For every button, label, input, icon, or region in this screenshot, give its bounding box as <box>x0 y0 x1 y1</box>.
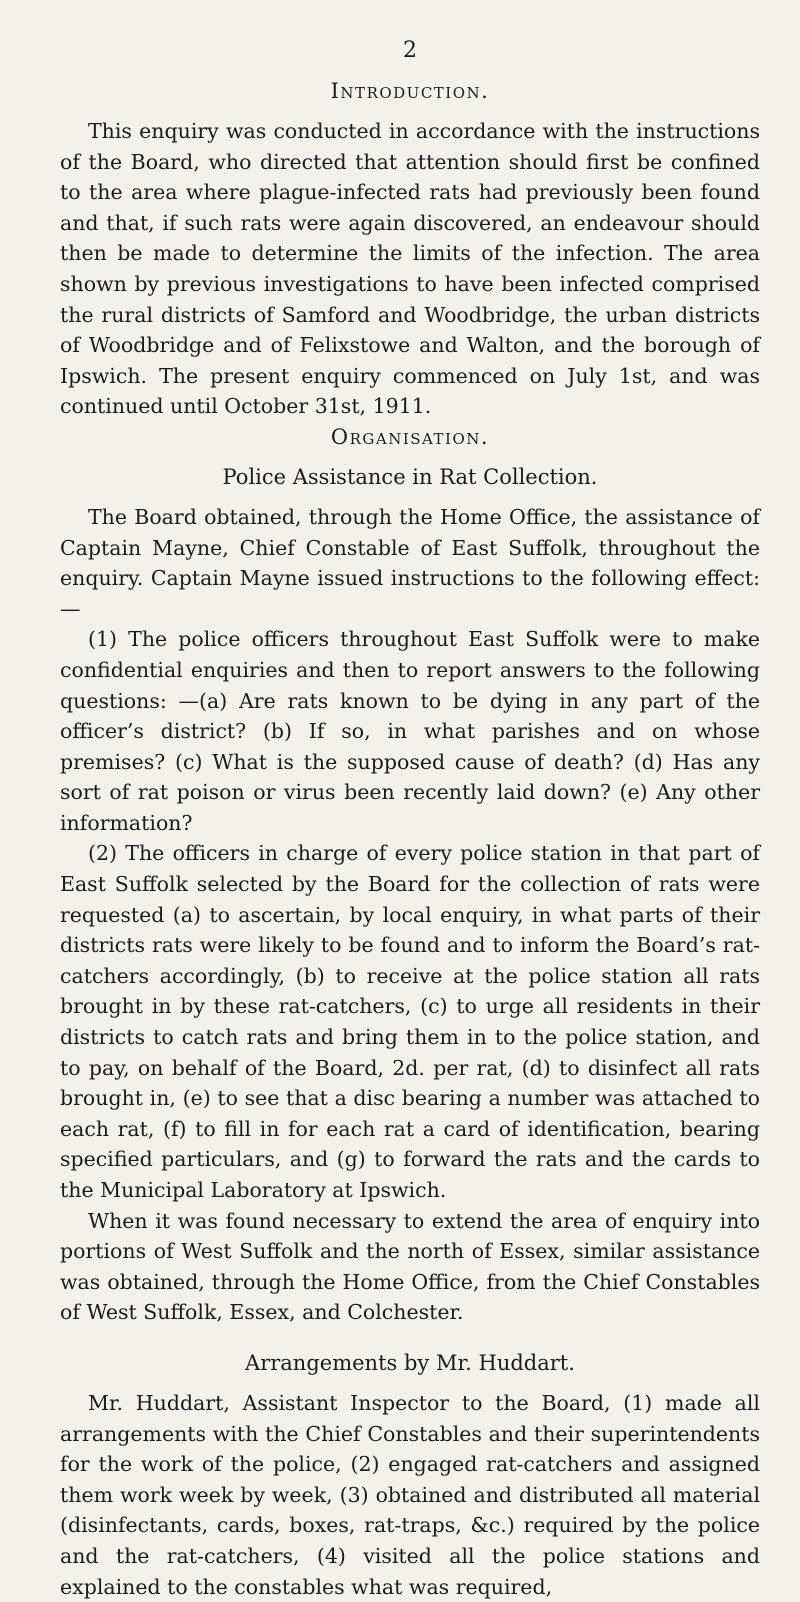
subheading-police-assistance: Police Assistance in Rat Collection. <box>222 464 598 489</box>
section-heading-introduction: Introduction. <box>330 79 490 103</box>
paragraph-introduction: This enquiry was conducted in accordance with the instructions of the Board, who directed that attention should first be confined to the area where plague-infected rats had previously been found and that, if such rats were again discovered, an endeavour should then be made to determine the limits of the infection. The area shown by previous investigations to have been infected comprised the rural districts of Samford and Woodbridge, the urban districts of Woodbridge and of Felixstowe and Walton, and the borough of Ipswich. The present enquiry commenced on July 1st, and was continued until October 31st, 1911. <box>60 119 760 419</box>
paragraph-huddart: Mr. Huddart, Assistant Inspector to the Board, (1) made all arrangements with the Chief Constables and their superintendents for the work of the police, (2) engaged rat-catchers and assigned them work week by week, (3) obtained and distributed all material (disinfectants, cards, boxes, rat-traps, &c.) required by the police and the rat-catchers, (4) visited all the police stations and explained to the constables what was required, <box>60 1390 760 1599</box>
paragraph-extended-area: When it was found necessary to extend the area of enquiry into portions of West Suffolk and the north of Essex, similar assistance was obtained, through the Home Office, from the Chief Constables of West Suffolk, Essex, and Colchester. <box>60 1208 760 1325</box>
paragraph-station-officers: (2) The officers in charge of every police station in that part of East Suffolk selected by the Board for the collection of rats were requested (a) to ascertain, by local enquiry, in what parts of their districts rats were likely to be found and to inform the Board’s rat-catchers accordingly, (b) to receive at the police station all rats brought in by these rat-catchers, (c) to urge all residents in their districts to catch rats and bring them in to the police station, and to pay, on behalf of the Board, 2d. per rat, (d) to disinfect all rats brought in, (e) to see that a disc bearing a number was attached to each rat, (f) to fill in for each rat a card of identification, bearing specified particulars, and (g) to forward the rats and the cards to the Municipal Laboratory at Ipswich. <box>60 841 760 1202</box>
paragraph-police-enquiries: (1) The police officers throughout East Suffolk were to make confidential enquiries and then to report answers to the following questions: —(a) Are rats known to be dying in any part of the officer’s district? (b) If so, in what parishes and on whose premises? (c) What is the supposed cause of death? (d) Has any sort of rat poison or virus been recently laid down? (e) Any other information? <box>60 627 760 835</box>
paragraph-board-obtained: The Board obtained, through the Home Office, the assistance of Captain Mayne, Chief Constable of East Suffolk, throughout the enquiry. Captain Mayne issued instructions to the following effect: — <box>60 504 760 621</box>
section-heading-organisation: Organisation. <box>330 424 490 449</box>
page-number: 2 <box>403 38 417 63</box>
section-heading-arrangements: Arrangements by Mr. Huddart. <box>245 1350 575 1375</box>
